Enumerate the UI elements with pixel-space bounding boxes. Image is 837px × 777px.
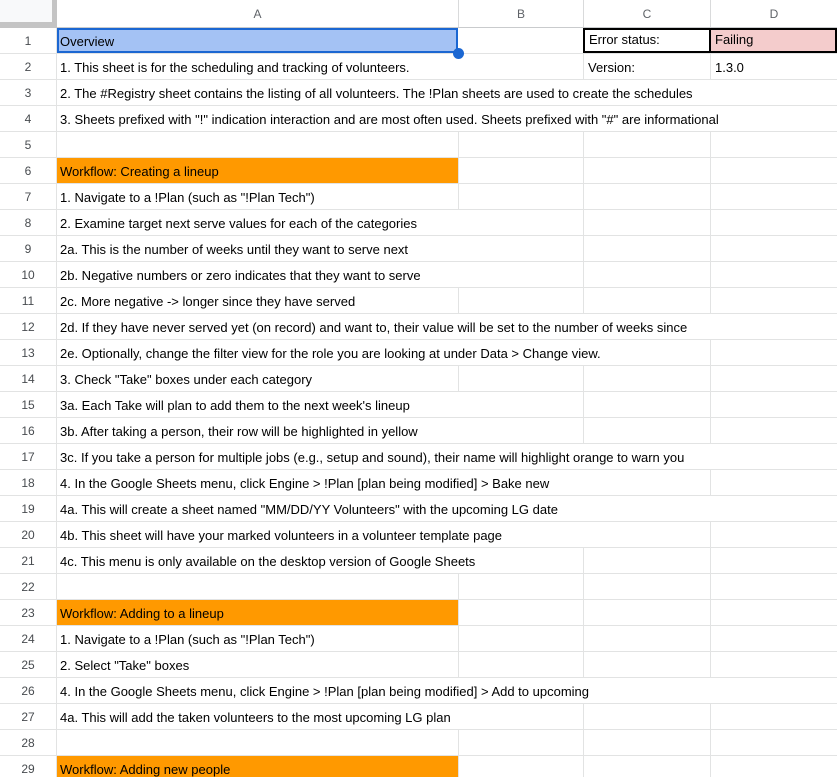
sheet-row-15 xyxy=(0,392,837,418)
cell-D4[interactable] xyxy=(710,106,837,131)
cell-B18[interactable] xyxy=(458,470,583,495)
cell-A26-text: 4. In the Google Sheets menu, click Engine > !Plan [plan being modified] > Add to upcoming xyxy=(60,684,590,699)
sheet-row-16 xyxy=(0,418,837,444)
cell-D27[interactable] xyxy=(710,704,837,729)
cell-A4-text: 3. Sheets prefixed with "!" indication interaction and are most often used. Sheets prefixed with "#" are informational xyxy=(60,112,719,127)
row-header-3[interactable]: 3 xyxy=(0,80,57,105)
cell-A26[interactable] xyxy=(57,678,590,703)
sheet-row-9 xyxy=(0,236,837,262)
cell-A24[interactable] xyxy=(57,626,458,651)
cell-A25[interactable] xyxy=(57,652,458,677)
cell-A8-text: 2. Examine target next serve values for each of the categories xyxy=(60,216,417,231)
cell-C3[interactable] xyxy=(583,80,710,105)
cell-D11[interactable] xyxy=(710,288,837,313)
cell-A1-text: Overview xyxy=(60,34,115,49)
cell-A14[interactable] xyxy=(57,366,458,391)
cell-B23[interactable] xyxy=(458,600,583,625)
cell-C22[interactable] xyxy=(583,574,710,599)
cell-B25[interactable] xyxy=(458,652,583,677)
cell-C7[interactable] xyxy=(583,184,710,209)
cell-grid xyxy=(0,28,837,777)
cell-B26[interactable] xyxy=(458,678,583,703)
cell-B20[interactable] xyxy=(458,522,583,547)
cell-C20[interactable] xyxy=(583,522,710,547)
selection-fill-handle[interactable] xyxy=(453,48,464,59)
cell-C27[interactable] xyxy=(583,704,710,729)
cell-A7-text: 1. Navigate to a !Plan (such as "!Plan Tech") xyxy=(60,190,315,205)
cell-A2[interactable] xyxy=(57,54,458,79)
cell-A28[interactable] xyxy=(57,730,458,755)
cell-D1[interactable] xyxy=(710,28,837,53)
cell-C1[interactable] xyxy=(583,28,710,53)
cell-A4[interactable] xyxy=(57,106,719,131)
sheet-row-12 xyxy=(0,314,837,340)
cell-C6[interactable] xyxy=(583,158,710,183)
cell-C21[interactable] xyxy=(583,548,710,573)
cell-B24[interactable] xyxy=(458,626,583,651)
cell-D12[interactable] xyxy=(710,314,837,339)
cell-B14[interactable] xyxy=(458,366,583,391)
cell-A29-text: Workflow: Adding new people xyxy=(60,762,231,777)
cell-A20[interactable] xyxy=(57,522,503,547)
cell-A17[interactable] xyxy=(57,444,685,469)
cell-D22[interactable] xyxy=(710,574,837,599)
cell-B28[interactable] xyxy=(458,730,583,755)
cell-C1-text: Error status: xyxy=(589,32,660,47)
row-header-1[interactable]: 1 xyxy=(0,28,57,53)
row-header-6[interactable]: 6 xyxy=(0,158,57,183)
cell-D14[interactable] xyxy=(710,366,837,391)
cell-D15[interactable] xyxy=(710,392,837,417)
sheet-row-24 xyxy=(0,626,837,652)
cell-A13-text: 2e. Optionally, change the filter view for the role you are looking at under Data > Change view. xyxy=(60,346,601,361)
row-header-12[interactable]: 12 xyxy=(0,314,57,339)
sheet-row-21 xyxy=(0,548,837,574)
cell-B6[interactable] xyxy=(458,158,583,183)
sheet-row-2 xyxy=(0,54,837,80)
row-header-2[interactable]: 2 xyxy=(0,54,57,79)
row-header-23[interactable]: 23 xyxy=(0,600,57,625)
cell-A6[interactable] xyxy=(57,158,458,183)
row-header-20[interactable]: 20 xyxy=(0,522,57,547)
cell-A15[interactable] xyxy=(57,392,458,417)
cell-D2[interactable] xyxy=(710,54,837,79)
cell-D1-text: Failing xyxy=(715,32,754,47)
cell-B2[interactable] xyxy=(458,54,583,79)
sheet-row-10 xyxy=(0,262,837,288)
cell-A18[interactable] xyxy=(57,470,550,495)
cell-D10[interactable] xyxy=(710,262,837,287)
row-header-24[interactable]: 24 xyxy=(0,626,57,651)
cell-C24[interactable] xyxy=(583,626,710,651)
row-header-9[interactable]: 9 xyxy=(0,236,57,261)
sheet-row-6 xyxy=(0,158,837,184)
row-header-22[interactable]: 22 xyxy=(0,574,57,599)
sheet-row-8 xyxy=(0,210,837,236)
cell-A23-text: Workflow: Adding to a lineup xyxy=(60,606,224,621)
cell-A23[interactable] xyxy=(57,600,458,625)
cell-A8[interactable] xyxy=(57,210,458,235)
cell-B1[interactable] xyxy=(458,28,583,53)
cell-D24[interactable] xyxy=(710,626,837,651)
row-header-15[interactable]: 15 xyxy=(0,392,57,417)
cell-D2-text: 1.3.0 xyxy=(715,60,744,75)
cell-C11[interactable] xyxy=(583,288,710,313)
row-header-11[interactable]: 11 xyxy=(0,288,57,313)
cell-B12[interactable] xyxy=(458,314,583,339)
sheet-row-18 xyxy=(0,470,837,496)
cell-B19[interactable] xyxy=(458,496,583,521)
cell-D29[interactable] xyxy=(710,756,837,777)
cell-D20[interactable] xyxy=(710,522,837,547)
cell-C13[interactable] xyxy=(583,340,710,365)
cell-A5[interactable] xyxy=(57,132,458,157)
cell-A21-text: 4c. This menu is only available on the desktop version of Google Sheets xyxy=(60,554,476,569)
cell-A13[interactable] xyxy=(57,340,601,365)
cell-C19[interactable] xyxy=(583,496,710,521)
row-header-18[interactable]: 18 xyxy=(0,470,57,495)
cell-A12[interactable] xyxy=(57,314,688,339)
cell-C26[interactable] xyxy=(583,678,710,703)
cell-B21[interactable] xyxy=(458,548,583,573)
cell-A3[interactable] xyxy=(57,80,693,105)
sheet-row-26 xyxy=(0,678,837,704)
cell-A10-text: 2b. Negative numbers or zero indicates that they want to serve xyxy=(60,268,421,283)
row-header-13[interactable]: 13 xyxy=(0,340,57,365)
row-header-16[interactable]: 16 xyxy=(0,418,57,443)
cell-A20-text: 4b. This sheet will have your marked volunteers in a volunteer template page xyxy=(60,528,503,543)
cell-B22[interactable] xyxy=(458,574,583,599)
cell-A21[interactable] xyxy=(57,548,476,573)
cell-D21[interactable] xyxy=(710,548,837,573)
cell-A27[interactable] xyxy=(57,704,458,729)
sheet-row-17 xyxy=(0,444,837,470)
cell-C2-text: Version: xyxy=(588,60,635,75)
sheet-row-25 xyxy=(0,652,837,678)
cell-A12-text: 2d. If they have never served yet (on record) and want to, their value will be set to the number of weeks since xyxy=(60,320,688,335)
cell-C5[interactable] xyxy=(583,132,710,157)
cell-D28[interactable] xyxy=(710,730,837,755)
cell-D13[interactable] xyxy=(710,340,837,365)
cell-B11[interactable] xyxy=(458,288,583,313)
cell-D6[interactable] xyxy=(710,158,837,183)
cell-A25-text: 2. Select "Take" boxes xyxy=(60,658,190,673)
cell-B4[interactable] xyxy=(458,106,583,131)
cell-A1[interactable] xyxy=(57,28,458,53)
cell-C8[interactable] xyxy=(583,210,710,235)
sheet-row-20 xyxy=(0,522,837,548)
row-header-29[interactable]: 29 xyxy=(0,756,57,777)
cell-A22[interactable] xyxy=(57,574,458,599)
cell-A6-text: Workflow: Creating a lineup xyxy=(60,164,219,179)
sheet-row-23 xyxy=(0,600,837,626)
cell-D5[interactable] xyxy=(710,132,837,157)
cell-C29[interactable] xyxy=(583,756,710,777)
cell-A16-text: 3b. After taking a person, their row will be highlighted in yellow xyxy=(60,424,418,439)
cell-C16[interactable] xyxy=(583,418,710,443)
column-header-a[interactable]: A xyxy=(57,0,458,27)
cell-A16[interactable] xyxy=(57,418,458,443)
cell-A18-text: 4. In the Google Sheets menu, click Engine > !Plan [plan being modified] > Bake new xyxy=(60,476,550,491)
cell-D8[interactable] xyxy=(710,210,837,235)
cell-C17[interactable] xyxy=(583,444,710,469)
cell-B3[interactable] xyxy=(458,80,583,105)
cell-B16[interactable] xyxy=(458,418,583,443)
cell-C23[interactable] xyxy=(583,600,710,625)
sheet-row-28 xyxy=(0,730,837,756)
cell-B27[interactable] xyxy=(458,704,583,729)
cell-A10[interactable] xyxy=(57,262,458,287)
cell-A24-text: 1. Navigate to a !Plan (such as "!Plan Tech") xyxy=(60,632,315,647)
cell-A19-text: 4a. This will create a sheet named "MM/DD/YY Volunteers" with the upcoming LG date xyxy=(60,502,558,517)
cell-D23[interactable] xyxy=(710,600,837,625)
sheet-row-3 xyxy=(0,80,837,106)
row-header-10[interactable]: 10 xyxy=(0,262,57,287)
row-header-8[interactable]: 8 xyxy=(0,210,57,235)
cell-B13[interactable] xyxy=(458,340,583,365)
cell-B10[interactable] xyxy=(458,262,583,287)
sheet-row-29 xyxy=(0,756,837,777)
row-header-27[interactable]: 27 xyxy=(0,704,57,729)
cell-B7[interactable] xyxy=(458,184,583,209)
sheet-row-14 xyxy=(0,366,837,392)
cell-D16[interactable] xyxy=(710,418,837,443)
column-header-b[interactable]: B xyxy=(458,0,583,27)
sheet-row-22 xyxy=(0,574,837,600)
sheet-row-11 xyxy=(0,288,837,314)
cell-A19[interactable] xyxy=(57,496,558,521)
cell-B5[interactable] xyxy=(458,132,583,157)
cell-A27-text: 4a. This will add the taken volunteers to the most upcoming LG plan xyxy=(60,710,451,725)
cell-A3-text: 2. The #Registry sheet contains the listing of all volunteers. The !Plan sheets are used to create the schedules xyxy=(60,86,693,101)
column-header-d[interactable]: D xyxy=(710,0,837,27)
row-header-26[interactable]: 26 xyxy=(0,678,57,703)
cell-B9[interactable] xyxy=(458,236,583,261)
row-header-25[interactable]: 25 xyxy=(0,652,57,677)
cell-C28[interactable] xyxy=(583,730,710,755)
cell-C25[interactable] xyxy=(583,652,710,677)
row-header-5[interactable]: 5 xyxy=(0,132,57,157)
cell-D3[interactable] xyxy=(710,80,837,105)
cell-A11-text: 2c. More negative -> longer since they have served xyxy=(60,294,356,309)
sheet-row-19 xyxy=(0,496,837,522)
row-header-17[interactable]: 17 xyxy=(0,444,57,469)
sheet-row-7 xyxy=(0,184,837,210)
row-header-14[interactable]: 14 xyxy=(0,366,57,391)
row-header-7[interactable]: 7 xyxy=(0,184,57,209)
cell-A17-text: 3c. If you take a person for multiple jobs (e.g., setup and sound), their name will highlight orange to warn you xyxy=(60,450,685,465)
cell-C12[interactable] xyxy=(583,314,710,339)
cell-C4[interactable] xyxy=(583,106,710,131)
cell-A2-text: 1. This sheet is for the scheduling and tracking of volunteers. xyxy=(60,60,410,75)
row-header-28[interactable]: 28 xyxy=(0,730,57,755)
cell-A9[interactable] xyxy=(57,236,458,261)
cell-A7[interactable] xyxy=(57,184,458,209)
cell-B29[interactable] xyxy=(458,756,583,777)
cell-A29[interactable] xyxy=(57,756,458,777)
column-header-c[interactable]: C xyxy=(583,0,710,27)
row-header-4[interactable]: 4 xyxy=(0,106,57,131)
cell-B15[interactable] xyxy=(458,392,583,417)
cell-D25[interactable] xyxy=(710,652,837,677)
select-all-corner[interactable] xyxy=(0,0,57,28)
cell-D17[interactable] xyxy=(710,444,837,469)
sheet-row-13 xyxy=(0,340,837,366)
cell-B17[interactable] xyxy=(458,444,583,469)
row-header-21[interactable]: 21 xyxy=(0,548,57,573)
cell-C18[interactable] xyxy=(583,470,710,495)
cell-D9[interactable] xyxy=(710,236,837,261)
cell-C15[interactable] xyxy=(583,392,710,417)
cell-C2[interactable] xyxy=(583,54,710,79)
cell-D19[interactable] xyxy=(710,496,837,521)
row-header-19[interactable]: 19 xyxy=(0,496,57,521)
cell-C10[interactable] xyxy=(583,262,710,287)
cell-A15-text: 3a. Each Take will plan to add them to the next week's lineup xyxy=(60,398,410,413)
cell-D7[interactable] xyxy=(710,184,837,209)
cell-C14[interactable] xyxy=(583,366,710,391)
cell-D18[interactable] xyxy=(710,470,837,495)
cell-A14-text: 3. Check "Take" boxes under each category xyxy=(60,372,313,387)
cell-B8[interactable] xyxy=(458,210,583,235)
column-header-row xyxy=(0,0,837,28)
cell-A11[interactable] xyxy=(57,288,458,313)
sheet-row-27 xyxy=(0,704,837,730)
cell-D26[interactable] xyxy=(710,678,837,703)
sheet-row-1 xyxy=(0,28,837,54)
cell-A9-text: 2a. This is the number of weeks until they want to serve next xyxy=(60,242,409,257)
sheet-row-4 xyxy=(0,106,837,132)
sheet-row-5 xyxy=(0,132,837,158)
cell-C9[interactable] xyxy=(583,236,710,261)
